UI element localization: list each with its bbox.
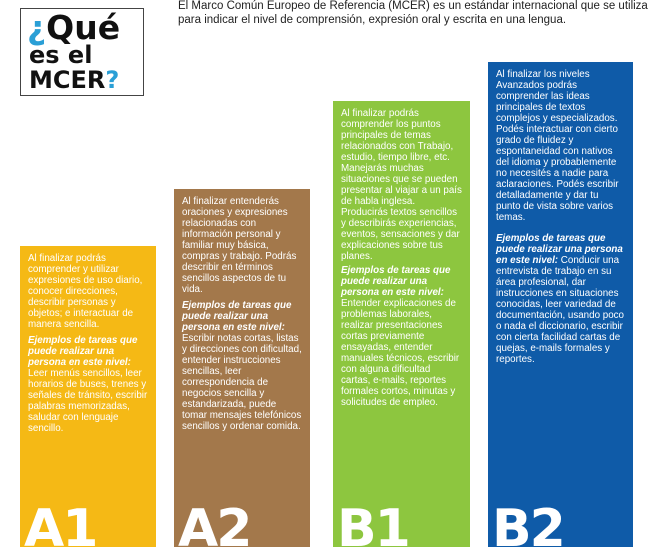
level-code: A2 [178, 499, 251, 559]
logo-line-3: MCER? [29, 66, 120, 94]
level-a2-column [174, 189, 310, 559]
level-examples [28, 335, 148, 434]
logo-line-2: es el [29, 41, 93, 69]
level-examples [182, 300, 302, 432]
level-description: Al finalizar los niveles Avanzados podrás comprender las ideas principales de textos complejos y especializados. Podés interactuar con cierto grado de fluidez y espontaneidad con nativos del idioma y probablemente no necesités a nadie para aclaraciones. Podés escribir detalladamente y dar tu punto de vista sobre varios temas. [496, 69, 619, 223]
level-examples [341, 265, 462, 408]
examples-label: Ejemplos de tareas que puede realizar una persona en este nivel: [341, 265, 451, 298]
level-code: B2 [492, 499, 564, 559]
level-b1-column [333, 101, 470, 559]
examples-text: Entender explicaciones de problemas laborales, realizar presentaciones cortas previamente ensayadas, entender manuales técnicos, escribir con alguna dificultad cartas, e-mails, reportes formales cortos, minutas y solicitudes de empleo. [341, 298, 460, 408]
level-description: Al finalizar podrás comprender los puntos principales de temas relacionados con Trabajo, estudio, tiempo libre, etc. Manejarás muchas situaciones que se pueden presentar al viajar a un país de habla inglesa. Producirás textos sencillos y describirás experiencias, eventos, sensaciones y dar explicaciones sobre tus planes. [341, 108, 462, 262]
examples-text: Conducir una entrevista de trabajo en su área profesional, dar instrucciones en situaciones conocidas, leer variedad de documentación, usando poco o nada el diccionario, escribir con cierta facilidad cartas de quejas, e-mails formales y reportes. [496, 255, 624, 365]
examples-text: Leer menús sencillos, leer horarios de buses, trenes y señales de tránsito, escribir palabras memorizadas, saludar con lenguaje sencillo. [28, 368, 148, 434]
level-description: Al finalizar podrás comprender y utilizar expresiones de uso diario, conocer direcciones, describir personas y objetos; e interactuar de manera sencilla. [28, 253, 143, 330]
level-code: A1 [24, 499, 97, 559]
examples-text: Escribir notas cortas, listas y direcciones con dificultad, entender instrucciones sencillas, leer correspondencia de negocios sencilla y estandarizada, puede tomar mensajes telefónicos sencillos y ordenar comida. [182, 333, 302, 432]
examples-label: Ejemplos de tareas que puede realizar una persona en este nivel: [28, 335, 138, 368]
level-code: B1 [337, 499, 409, 559]
level-a1-column [20, 246, 156, 559]
examples-label: Ejemplos de tareas que puede realizar una persona en este nivel: [182, 300, 292, 333]
mcer-logo [20, 8, 144, 96]
level-description: Al finalizar entenderás oraciones y expresiones relacionadas con información personal y familiar muy básica, compras y trabajo. Podrás describir en términos sencillos aspectos de tu vida. [182, 196, 297, 295]
logo-line-1: ¿Qué [27, 8, 121, 47]
level-b2-column [488, 62, 633, 559]
level-examples [496, 233, 625, 365]
examples-label: Ejemplos de tareas que puede realizar una persona en este nivel: [496, 233, 623, 266]
intro-text: El Marco Común Europeo de Referencia (MCER) es un estándar internacional que se utiliza para indicar el nivel de comprensión, expresión oral y escrita en una lengua. [178, 0, 648, 26]
